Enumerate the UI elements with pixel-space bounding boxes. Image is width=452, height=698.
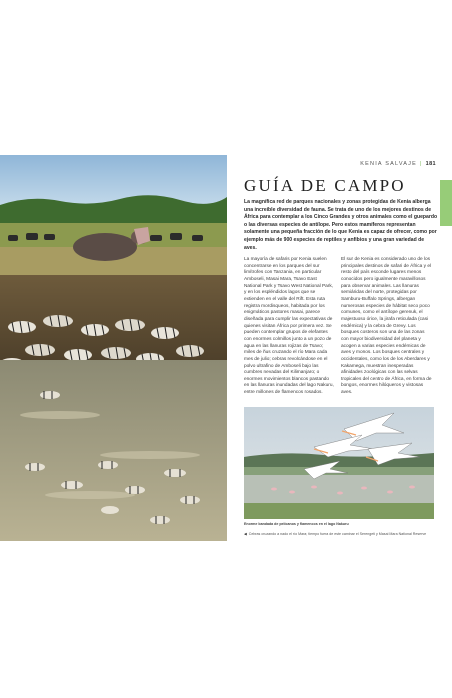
body-column-1: La mayoría de safaris por Kenia suelen concentrarse en los parques del sur limítrofes con Tanzania, en particular Amboseli, Masai Mara, Tsavo East National Park y Tsavo West National Park, y en los espléndidos lagos que se extienden en el valle del Rift. Esta ruta registra mordisqueos, habitada por los enigmáticos pastores masai, parece diseñada para cumplir las expectativas de quienes visitan África por primera vez. Se pueden contemplar grupos de elefantes con enormes colmillos junto a un pozo de agua en las llanuras rojizas de Tsavo; miles de ñus cruzando el río Mara cada mes de julio; cebras revolcándose en el polvo ultrafino de Amboseli bajo las cumbres nevadas del Kilimanjaro; o enormes movimientos blancos pastando en las llanuras inundadas del lago Nakuru, entre millones de flamencos rosados. <box>244 257 334 396</box>
page-number: 181 <box>425 161 436 167</box>
section-label: KENIA SALVAJE <box>360 161 417 167</box>
zebra-river-crossing-photo <box>0 155 227 541</box>
body-column-2: El sur de Kenia es considerado uno de los principales destinos de safari de África y el resto del país esconde lugares menos conocidos pero igualmente maravillosos para observar animales. Las llanuras semiáridas del norte, protegidas por Samburu-Buffalo Springs, albergan numerosas especies de hábitat seco poco comunes, como el antílope gerenuk, el majestuoso órice, la jirafa reticulada (casi endémica) y la cebra de Grevy. Los bosques costeros son una de las zonas con mayor biodiversidad del planeta y acogen a varias especies endémicas de aves y monos. Los bosques centrales y occidentales, como los de los Aberdares y Kakamega, muestran inesperadas afinidades zoológicas con las selvas tropicales del centro de África, en forma de bongos, enormes hilóqueros y vistosas aves. <box>341 257 432 396</box>
flamingo-lake-photo <box>244 407 434 519</box>
arrow-left-icon: ◀ <box>244 532 247 536</box>
zebra-caption-text: Cebras cruzando a nado el río Mara; tiempo fuera de este caminar el Serengeti y Masai Mara National Reserve <box>248 532 427 536</box>
running-head <box>330 161 436 167</box>
chapter-tab <box>440 180 452 226</box>
page-title: GUÍA DE CAMPO <box>244 176 406 195</box>
flamingo-photo-caption: Enorme bandada de pelícanos y flamencos en el lago Nakuru <box>244 522 349 526</box>
header-separator: | <box>419 161 423 167</box>
intro-paragraph: La magnífica red de parques nacionales y zonas protegidas de Kenia alberga una increíble diversidad de fauna. Se trata de uno de los mejores destinos de África para contemplar a los Cinco Grandes y otros animales como el guepardo o las diversas especies de antílope. Pero estos mamíferos representan solamente una pequeña fracción de lo que Kenia es capaz de ofrecer, como por ejemplo más de 900 especies de reptiles y anfibios y una gran variedad de aves. <box>244 199 438 251</box>
zebra-photo-caption <box>244 532 438 537</box>
